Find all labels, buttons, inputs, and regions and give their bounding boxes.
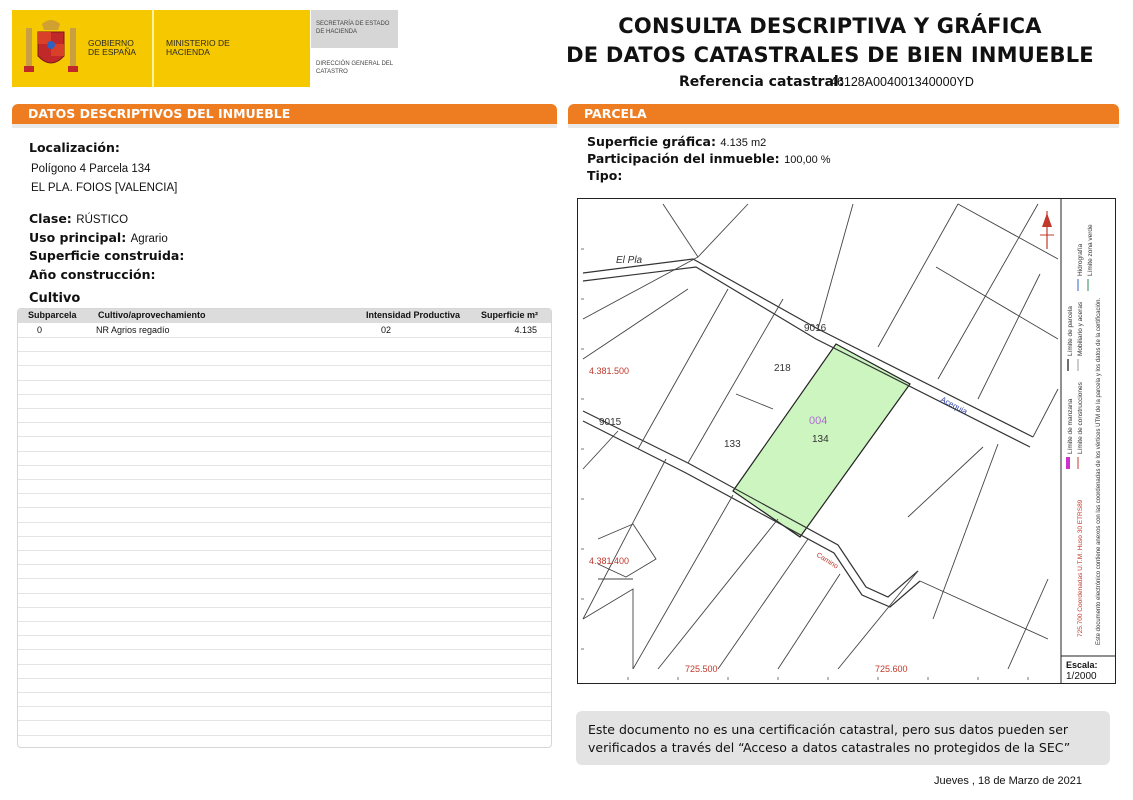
table-row-divider <box>18 664 551 665</box>
secretary-name: SECRETARÍA DE ESTADO DE HACIENDA <box>316 21 390 35</box>
cultivo-title: Cultivo <box>29 291 81 306</box>
page-title <box>560 12 1100 70</box>
map-x-coord-2: 725.600 <box>875 664 908 674</box>
localizacion-line1: Polígono 4 Parcela 134 <box>31 163 151 175</box>
uso-value: Agrario <box>130 233 168 245</box>
table-row-divider <box>18 578 551 579</box>
reference-label: Referencia catastral: <box>679 74 845 90</box>
participacion-row <box>587 150 831 168</box>
cell-cultivo: NR Agrios regadío <box>96 325 170 335</box>
table-row-divider <box>18 451 551 452</box>
legend-swatch-manzana <box>1066 457 1070 469</box>
clase-value: RÚSTICO <box>76 214 129 226</box>
cultivo-table <box>17 308 552 748</box>
col-cultivo: Cultivo/aprovechamiento <box>98 310 206 320</box>
map-label-camino: Camino <box>814 551 840 571</box>
reference-value: 46128A004001340000YD <box>830 75 974 89</box>
table-row-divider <box>18 649 551 650</box>
map-y-coord-2: 4.381.400 <box>589 556 630 566</box>
legend-parcela: Límite de parcela <box>1067 306 1074 356</box>
cadastral-map[interactable] <box>577 198 1116 684</box>
map-y-coord-1: 4.381.500 <box>589 366 630 376</box>
table-row-divider <box>18 507 551 508</box>
map-x-coord-1: 725.500 <box>685 664 718 674</box>
uso-label: Uso principal: <box>29 230 127 245</box>
table-row-divider <box>18 408 551 409</box>
table-row-divider <box>18 550 551 551</box>
table-row-divider <box>18 479 551 480</box>
logo-separator <box>152 10 154 87</box>
map-label-subparcel-004: 004 <box>809 415 828 427</box>
col-superficie: Superficie m² <box>481 310 539 320</box>
table-row-divider <box>18 465 551 466</box>
table-row-divider <box>18 564 551 565</box>
legend-zona-verde: Límite zona verde <box>1087 224 1094 276</box>
cell-intensidad: 02 <box>381 325 392 335</box>
col-intensidad: Intensidad Productiva <box>366 310 461 320</box>
tipo-label: Tipo: <box>587 168 623 183</box>
table-row-divider <box>18 692 551 693</box>
document-date: Jueves , 18 de Marzo de 2021 <box>934 775 1082 787</box>
cell-superficie: 4.135 <box>514 325 537 335</box>
descriptive-data-header <box>12 104 557 124</box>
superficie-grafica-value: 4.135 m2 <box>720 137 767 149</box>
legend-hidrografia: Hidrografía <box>1077 243 1084 276</box>
legend-mobiliario: Mobiliario y aceras <box>1077 301 1084 356</box>
ministry-name: MINISTERIO DE HACIENDA <box>166 38 230 57</box>
table-row-divider <box>18 536 551 537</box>
scale-label: Escala: <box>1066 660 1098 670</box>
table-row-divider <box>18 394 551 395</box>
table-row-divider <box>18 365 551 366</box>
map-label-9015: 9015 <box>599 417 622 428</box>
superficie-grafica-row <box>587 133 766 151</box>
clase-row <box>29 210 128 228</box>
coat-of-arms-icon <box>24 18 78 80</box>
map-label-218: 218 <box>774 363 791 374</box>
superficie-construida-label: Superficie construida: <box>29 248 185 263</box>
road-9015-lower <box>583 421 920 607</box>
table-row <box>18 324 551 337</box>
table-row-divider <box>18 380 551 381</box>
table-row-divider <box>18 422 551 423</box>
map-label-133: 133 <box>724 439 741 450</box>
map-label-9016: 9016 <box>804 323 827 334</box>
localizacion-label: Localización: <box>29 140 120 155</box>
scale-value: 1/2000 <box>1066 671 1097 682</box>
map-drawing <box>578 199 1115 683</box>
participacion-label: Participación del inmueble: <box>587 151 780 166</box>
descriptive-header-part1: DATOS DESCRIPTIVOS DEL <box>28 106 218 121</box>
uso-row <box>29 229 168 247</box>
map-place-name: El Pla <box>616 255 643 266</box>
participacion-value: 100,00 % <box>784 154 831 166</box>
table-row-divider <box>18 593 551 594</box>
table-header <box>18 309 551 323</box>
table-row-divider <box>18 351 551 352</box>
cell-subparcela: 0 <box>37 325 43 335</box>
legend-construcciones: Límite de construcciones <box>1077 382 1084 454</box>
clase-label: Clase: <box>29 211 72 226</box>
map-label-acequia: Acequia <box>939 394 969 417</box>
legend-manzana: Límite de manzana <box>1067 398 1074 454</box>
north-arrow-icon <box>1040 211 1054 249</box>
descriptive-header-part2: INMUEBLE <box>217 106 291 121</box>
table-row-divider <box>18 720 551 721</box>
table-row-divider <box>18 621 551 622</box>
table-row-divider <box>18 607 551 608</box>
legend-coord-note: 725.700 Coordenadas U.T.M. Huso 30 ETRS89 <box>1077 499 1084 637</box>
table-row-divider <box>18 735 551 736</box>
localizacion-line2: EL PLA. FOIOS [VALENCIA] <box>31 182 178 194</box>
col-subparcela: Subparcela <box>28 310 77 320</box>
table-row-divider <box>18 337 551 338</box>
left-header-underline <box>12 124 557 128</box>
table-row-divider <box>18 635 551 636</box>
parcela-header: PARCELA <box>568 104 1119 124</box>
anio-construccion-label: Año construcción: <box>29 267 156 282</box>
title-line-1: CONSULTA DESCRIPTIVA Y GRÁFICA <box>618 14 1042 38</box>
table-row-divider <box>18 678 551 679</box>
disclaimer-text: Este documento no es una certificación catastral, pero sus datos pueden ser verificados a través del “Acceso a datos catastrales no protegidos de la SEC” <box>588 722 1071 755</box>
table-row-divider <box>18 493 551 494</box>
table-row-divider <box>18 522 551 523</box>
table-row-divider <box>18 706 551 707</box>
legend-electronic-note: Este documento electrónico contiene anexos con las coordenadas de los vértices UTM de la parcela y los datos de la certificación. <box>1096 297 1102 645</box>
superficie-grafica-label: Superficie gráfica: <box>587 134 716 149</box>
right-header-underline <box>568 124 1119 128</box>
government-name: GOBIERNO DE ESPAÑA <box>88 38 137 57</box>
directorate-name: DIRECCIÓN GENERAL DEL CATASTRO <box>316 61 393 75</box>
title-line-2: DE DATOS CATASTRALES DE BIEN INMUEBLE <box>566 43 1094 67</box>
table-row-divider <box>18 436 551 437</box>
map-label-134: 134 <box>812 434 829 445</box>
